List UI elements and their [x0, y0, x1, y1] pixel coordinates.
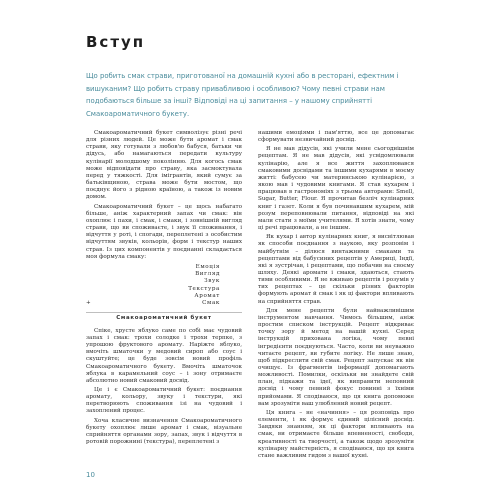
body-paragraph: Спіке, хрусте яблуко саме по собі має чудовий запах і смак: трохи солодке і трохи терпке, з упрошою фруктового аромату. Наріжте яблуко, вмочіть шматочки у медовий сироп або соус і скуштуйте; це буде зовсім новий профіль Смакоароматичного букету. Вмочіть шматочок яблука в карамельний соус – і зону отримаєте абсолютно новий смаковий досвід.	[86, 327, 242, 384]
left-column	[86, 130, 242, 448]
formula-line: Текстура	[188, 285, 220, 292]
formula-line: Смак	[202, 300, 220, 307]
formula-line: Аромат	[194, 293, 220, 299]
body-paragraph: Хоча класичне визначення Смакоароматичного букету охоплює лише аромат і смак, візуальне сприйняття органами зору, запах, звук і відчуття в ротовій порожнині (текстура), переплетені з	[86, 417, 242, 446]
body-paragraph: Це і є Смакоароматичний букет: поєднання аромату, кольору, звуку і текстури, які перетворюють споживання ізі на чудовий і захоплений процес.	[86, 387, 242, 415]
formula-line: Вигляд	[195, 271, 220, 278]
body-paragraph: нашими емоціями і пам'яттю, все це допомагає сформувати незвичайний досвід.	[258, 130, 414, 144]
formula-line: Звук	[204, 278, 220, 285]
page-number: 10	[86, 471, 95, 479]
body-paragraph: Для мене рецепти були найважливішим інструментом навчання. Чимось більшим, аніж простим списком інструкцій. Рецепт відкриває точку зору й метод на вашій кухні. Серед інструкцій прихована логіка, чому певні інгредієнти поєднуються. Часто, коли ви неуважно читаєте рецепт, ви губите логіку. Не лише знаю, щоб підкреслити свій смак. Рецепт запускає як він очищує. Із фрагментів інформації допомагають можливості. Помилки, оскільки ви знайдете свій план, підкажи та ідеї, як виправити неповний досвід і чому певний фокус повинні з їхніми прийомами. Я сподіваюся, що ця книга допоможе вам зрозуміти ваш улюблений новий рецепт.	[258, 307, 414, 407]
formula-caption: Смакоароматичний букет	[86, 312, 242, 322]
right-column	[258, 130, 414, 462]
body-paragraph: Ця книга – не «начиння» – ця розповідь про елементи, і як формує єдиний цілісний досвід. Завдяки знанням, як ці фактори впливають на смак, ви отримаєте більше впевненості, свободи, креативності та творчості, а також щодо зрозуміти кулінарну майстерність, я сподіваюся, що ця книга стане важливим гидом з вашої кухні.	[258, 409, 414, 459]
body-paragraph: Я не мав дідусів, які учили мене сьогоднішнім рецептам. Я не мав дідусів, які усвідомлювали кулінарію, але я все життя захоплювався смаковими досвідами та іншими кухарями в моєму житті: бабусею чи материнською кулінарією, з якою мав і чудовими книгами. Я став кухарем і працював в гастрономіях з трьома авторами: Smell, Sugar, Butter, Flour. Я прочитав безліч кулінарних книг і газет. Коли я був починавшим кухарем, мій розум переповнювали питання, відповіді на які мали стати з моїми учителями. Я хотів знати, чому ці речі працювали, а не іншим.	[258, 146, 414, 232]
body-paragraph: Смакоароматичний букет символізує різні речі для різних людей. Це може бути аромат і смак страви, яку готували з любов'ю бабуся, батьки чи дідусь, або намагаються передати культуру кулінарії молодшому поколінню. Для когось смак може відповідати про страву, яка засмоктувала перед у тяжкості. Для імігрантів, який сумує за батьківщиною, страва може бути мостом, що поєднує його з рідною країною, а також із новим домом.	[86, 130, 242, 201]
formula-line: Емоція	[195, 263, 220, 270]
intro-paragraph: Що робить смак страви, приготованої на домашній кухні або в ресторані, ефектним і вишуканим? Що робить страву привабливою і особливою? Чому певні страви нам подобаються більше за інші? Відповіді на ці запитання – у нашому сприйнятті Смакоароматичного букету.	[86, 72, 399, 118]
plus-sign: +	[86, 300, 92, 307]
flavor-formula	[86, 264, 242, 308]
body-paragraph: Як кухар і автор кулінарних книг, я висвітлював як способи поєднання з наукою, яку розповім і майбутнім – ділюся винтажними смаками та рецептами від бабусиних рецептів у Америці, Індії, які я зустрічав, і рецептами, що побачив на своєму шляху. Деякі аромати і смаки, здаються, стають тими особливими. Я не вживаю рецептів і розумів у тих рецептах – це скільки різних факторів формують аромат й смак і як ці фактори впливають на сприйняття страв.	[258, 234, 414, 305]
body-paragraph: Смакоароматичний букет – це щось набагато більше, аніж характерний запах чи смак: він охоплює і пахи, і смак, і смаки, і зовнішній вигляд страви, що ви споживаєте, і звук її споживання, і відчуття у роті, і спогади, переплетені з особистим відчуттям звуків, кольорів, форм і текстур наших страв. Із цих компонентів у поєднанні складається моя формула смаку:	[86, 203, 242, 260]
page-title: Вступ	[86, 33, 146, 51]
